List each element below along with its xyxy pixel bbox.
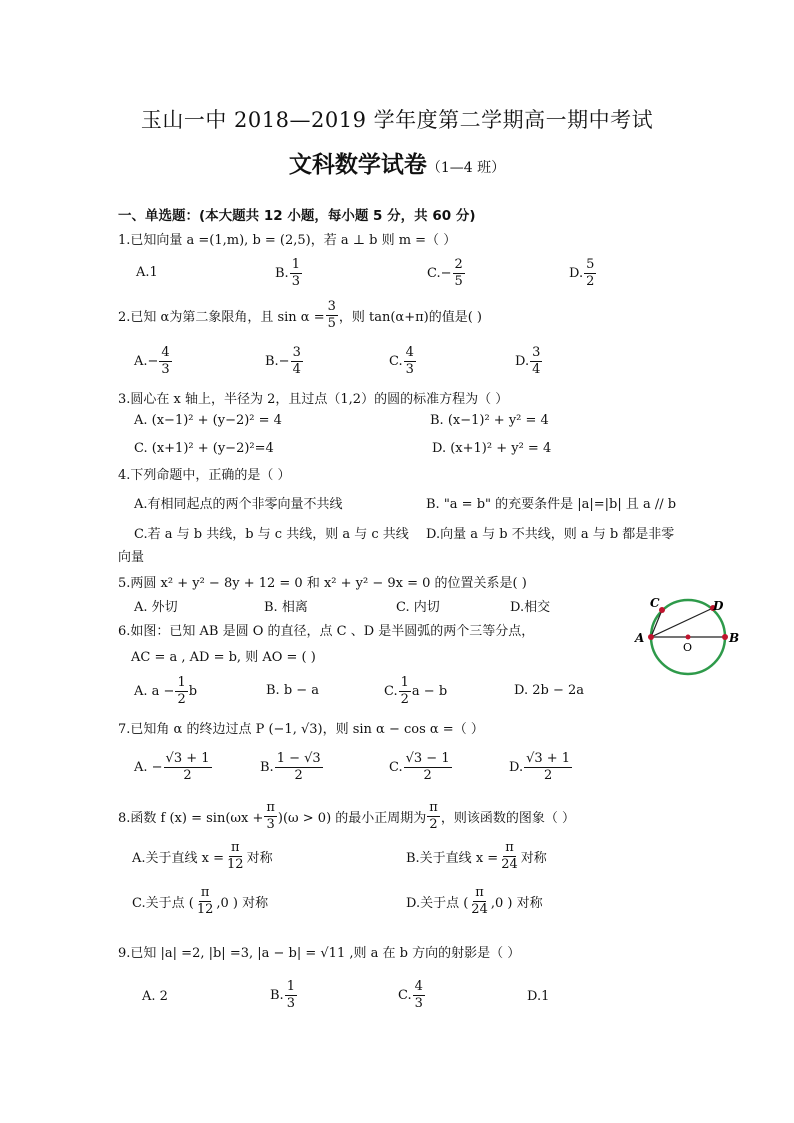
q5-option-b: B. 相离	[264, 600, 308, 615]
q8-stem: 8.函数 f (x) = sin(ωx + $\frac{\pi}{3}$ )(ω > 0) 的最小正周期为 $\frac{\pi}{2}$ ，则该函数的图象（ ）	[118, 800, 575, 832]
q5-option-d: D.相交	[510, 600, 551, 615]
point-o	[686, 635, 691, 640]
q6-option-d: D. 2b − 2a	[514, 683, 584, 698]
q1-option-d: D. $\frac{5}{2}$	[569, 257, 595, 289]
q3-option-b: B. (x−1)² + y² = 4	[430, 413, 549, 428]
q4-option-d: D.向量 a 与 b 不共线，则 a 与 b 都是非零	[426, 527, 675, 542]
q9-option-d: D.1	[527, 989, 550, 1004]
q4-option-c: C.若 a 与 b 共线，b 与 c 共线，则 a 与 c 共线	[134, 527, 409, 542]
q1-option-c: C.− $\frac{2}{5}$	[427, 257, 463, 289]
point-b	[722, 634, 728, 640]
q1-option-a: A.1	[136, 265, 158, 280]
q3-option-c: C. (x+1)² + (y−2)²=4	[134, 441, 274, 456]
q3-option-a: A. (x−1)² + (y−2)² = 4	[134, 413, 282, 428]
q5-stem: 5.两圆 x² + y² − 8y + 12 = 0 和 x² + y² − 9x = 0 的位置关系是( )	[118, 576, 527, 591]
q1-stem: 1.已知向量 a =(1,m), b = (2,5)，若 a ⊥ b 则 m =（ ）	[118, 233, 457, 248]
q9-option-b: B. $\frac{1}{3}$	[270, 979, 295, 1011]
q6-option-b: B. b − a	[266, 683, 320, 698]
q9-option-c: C. $\frac{4}{3}$	[398, 979, 423, 1011]
q4-option-a: A.有相同起点的两个非零向量不共线	[134, 497, 343, 512]
q6-option-a: A. a − $\frac{1}{2}$ b	[134, 675, 198, 707]
label-d: D	[713, 599, 724, 613]
q2-option-a: A.− $\frac{4}{3}$	[134, 345, 170, 377]
q7-stem: 7.已知角 α 的终边过点 P (−1, √3)，则 sin α − cos α =（ ）	[118, 722, 484, 737]
q7-option-c: C. $\frac{√3 - 1}{2}$	[389, 751, 450, 783]
q1-option-b: B. $\frac{1}{3}$	[275, 257, 300, 289]
point-c	[659, 607, 665, 613]
q8-option-b: B.关于直线 x = $\frac{\pi}{24}$ 对称	[406, 840, 547, 872]
exam-subtitle	[0, 146, 794, 179]
label-b: B	[729, 631, 740, 645]
q9-option-a: A. 2	[142, 989, 168, 1004]
q7-option-a: A. − $\frac{√3 + 1}{2}$	[134, 751, 210, 783]
q6-option-c: C. $\frac{1}{2}$ a − b	[384, 675, 448, 707]
q3-stem: 3.圆心在 x 轴上，半径为 2，且过点（1,2）的圆的标准方程为（ ）	[118, 392, 509, 407]
q8-option-a: A.关于直线 x = $\frac{\pi}{12}$ 对称	[132, 840, 273, 872]
q5-option-a: A. 外切	[134, 600, 178, 615]
point-a	[648, 634, 654, 640]
q3-option-d: D. (x+1)² + y² = 4	[432, 441, 552, 456]
label-c: C	[650, 596, 660, 610]
q6-stem-line2: AC = a , AD = b, 则 AO = ( )	[131, 650, 316, 665]
q5-option-c: C. 内切	[396, 600, 440, 615]
q4-option-d-continued: 向量	[118, 550, 145, 565]
q8-option-d: D.关于点 ( $\frac{\pi}{24}$ ,0 ) 对称	[406, 885, 543, 917]
q9-stem: 9.已知 |a| =2, |b| =3, |a − b| = √11 ,则 a 在 b 方向的射影是（ ）	[118, 946, 521, 961]
q4-option-b: B. "a = b" 的充要条件是 |a|=|b| 且 a // b	[426, 497, 677, 512]
q8-option-c: C.关于点 ( $\frac{\pi}{12}$ ,0 ) 对称	[132, 885, 269, 917]
q2-option-c: C. $\frac{4}{3}$	[389, 345, 414, 377]
q2-option-b: B.− $\frac{3}{4}$	[265, 345, 301, 377]
class-note: （1—4 班）	[426, 160, 506, 176]
label-o: O	[683, 641, 693, 654]
section-heading: 一、单选题：(本大题共 12 小题，每小题 5 分，共 60 分)	[118, 208, 476, 224]
q7-option-b: B. $\frac{1 - √3}{2}$	[260, 751, 321, 783]
q6-circle-figure	[630, 590, 750, 680]
subject-title: 文科数学试卷	[288, 152, 427, 178]
q6-stem-line1: 6.如图：已知 AB 是圆 O 的直径，点 C 、D 是半圆弧的两个三等分点，	[118, 624, 535, 639]
label-a: A	[635, 631, 645, 645]
q7-option-d: D. $\frac{√3 + 1}{2}$	[509, 751, 571, 783]
q2-stem: 2.已知 α为第二象限角，且 sin α = $\frac{3}{5}$ ，则 tan(α+π)的值是( )	[118, 299, 482, 331]
exam-title: 玉山一中 2018—2019 学年度第二学期高一期中考试	[140, 108, 654, 132]
q4-stem: 4.下列命题中，正确的是（ ）	[118, 468, 291, 483]
q2-option-d: D. $\frac{3}{4}$	[515, 345, 541, 377]
